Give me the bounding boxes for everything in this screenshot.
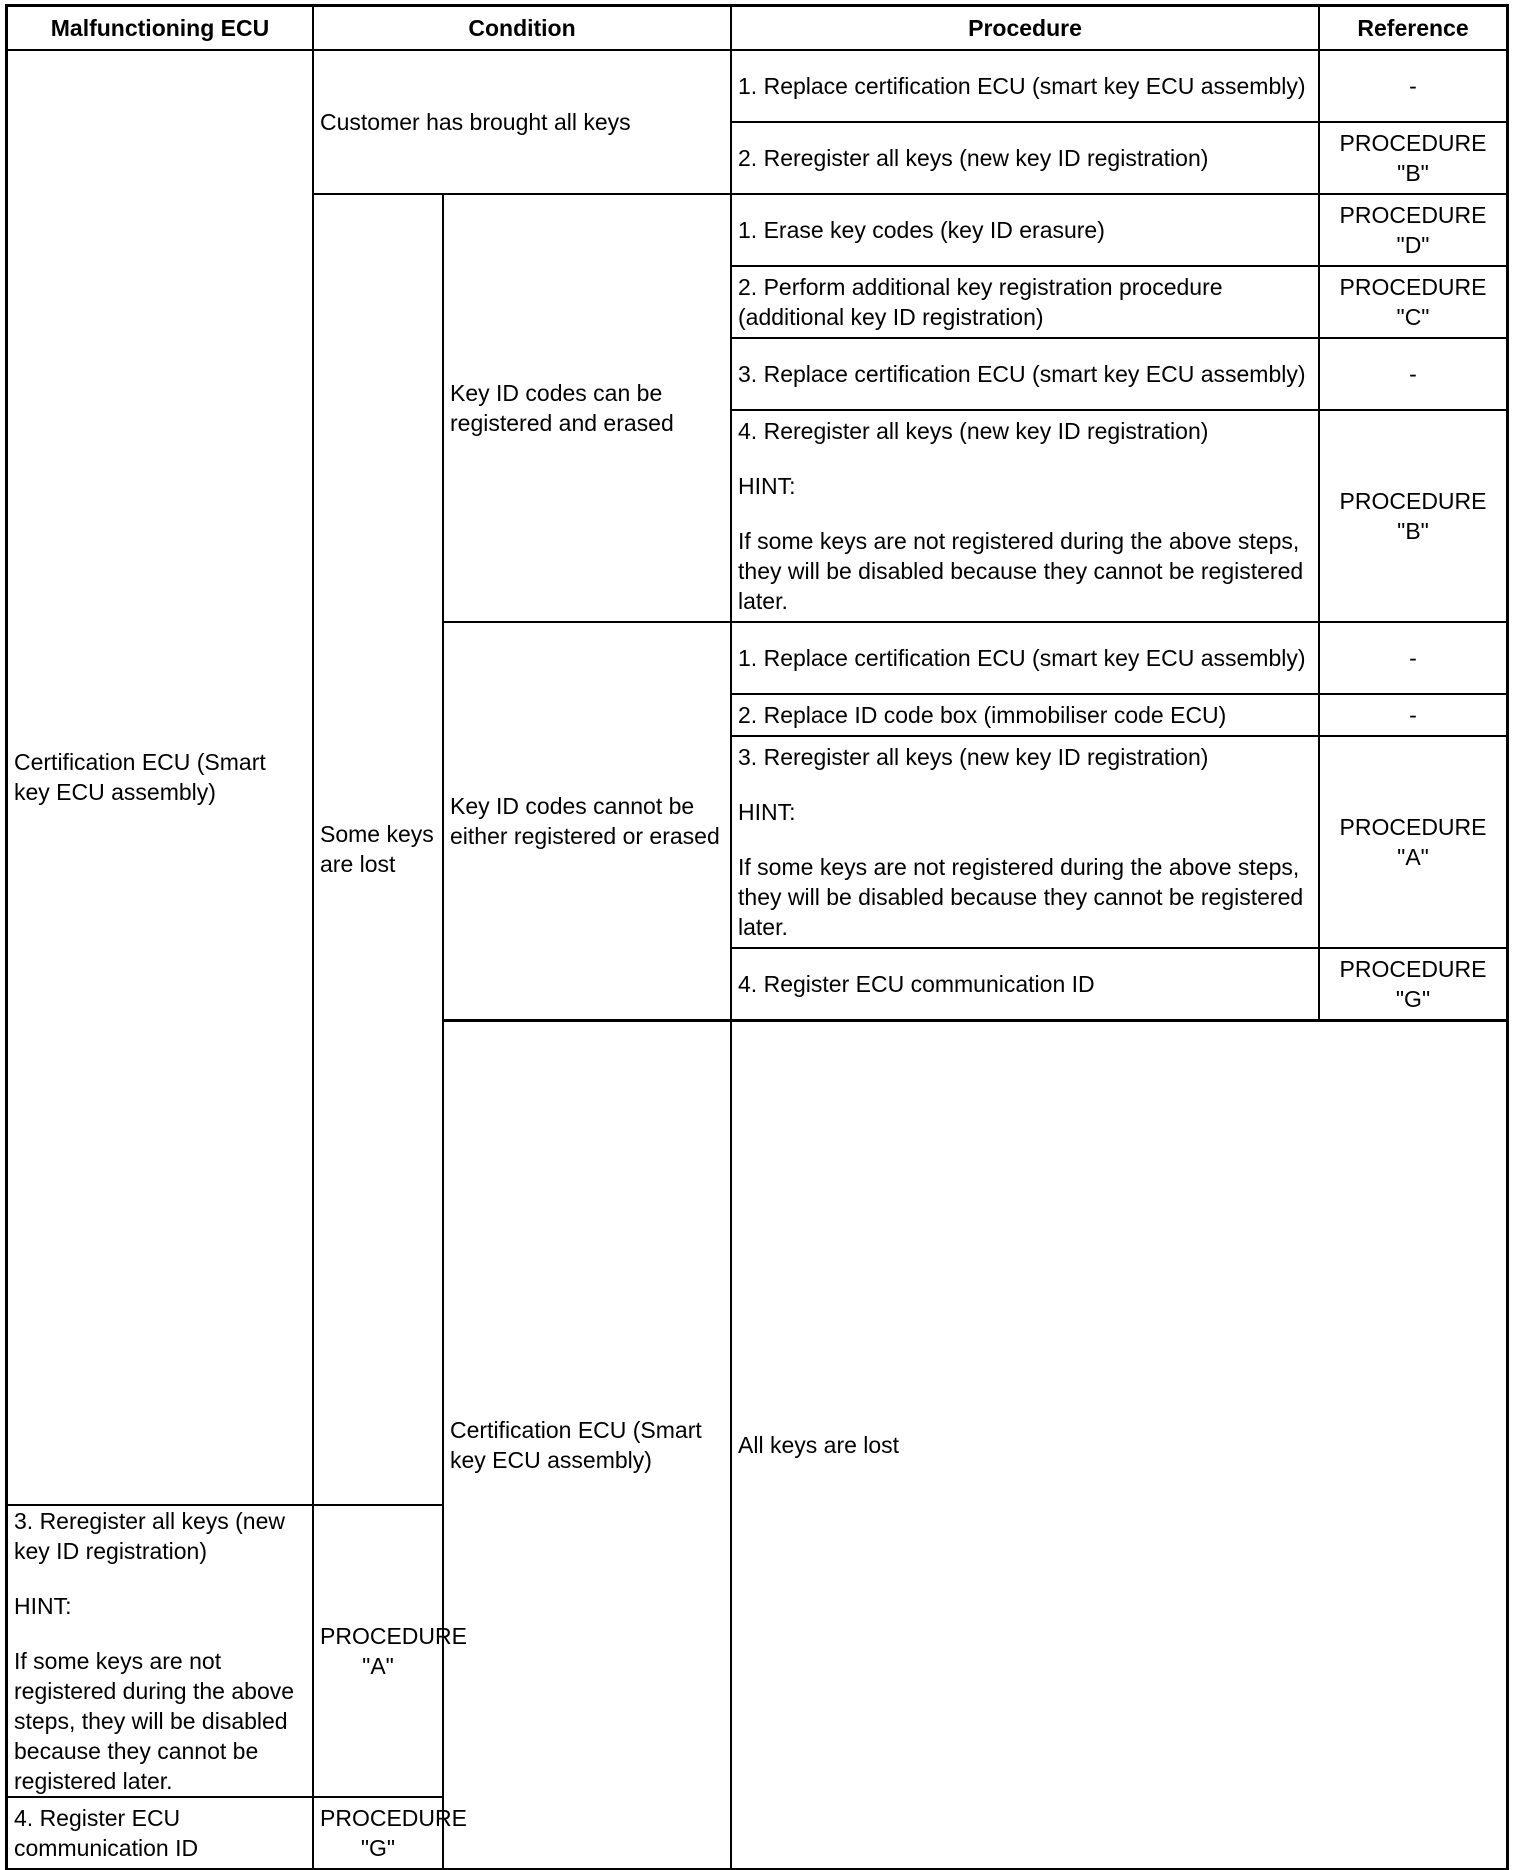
reference-cell: PROCEDURE "A" <box>1319 736 1507 948</box>
procedure-step: 1. Replace certification ECU (smart key ECU assembly) <box>731 50 1319 122</box>
procedure-step: 4. Register ECU communication ID <box>7 1797 313 1869</box>
reference-cell: PROCEDURE "B" <box>1319 410 1507 622</box>
procedure-step: 2. Replace ID code box (immobiliser code ECU) <box>731 694 1319 736</box>
procedure-step: 2. Reregister all keys (new key ID registration) <box>731 122 1319 194</box>
procedure-step-with-hint <box>731 736 1319 948</box>
reference-cell: PROCEDURE "C" <box>1319 266 1507 338</box>
subcondition-cell: Key ID codes cannot be either registered or erased <box>443 622 731 1020</box>
procedure-step-text: 4. Reregister all keys (new key ID registration) <box>738 418 1209 444</box>
ecu-cell: Certification ECU (Smart key ECU assembly) <box>7 50 313 1505</box>
hint-label: HINT: <box>14 1592 72 1619</box>
header-row <box>7 6 1507 50</box>
reference-cell: - <box>1319 622 1507 694</box>
procedure-step-text: 3. Reregister all keys (new key ID registration) <box>14 1507 285 1564</box>
condition-cell: Some keys are lost <box>313 194 443 1505</box>
procedure-step: 2. Perform additional key registration procedure (additional key ID registration) <box>731 266 1319 338</box>
reference-cell: - <box>1319 694 1507 736</box>
subcondition-cell: Key ID codes can be registered and erased <box>443 194 731 622</box>
ecu-cell: Certification ECU (Smart key ECU assembly) <box>443 1020 731 1869</box>
header-reference: Reference <box>1319 6 1507 50</box>
procedure-step-with-hint <box>731 410 1319 622</box>
procedure-step: 1. Erase key codes (key ID erasure) <box>731 194 1319 266</box>
procedure-table <box>6 5 1508 1870</box>
reference-cell: - <box>1319 338 1507 410</box>
reference-cell: PROCEDURE "G" <box>313 1797 443 1869</box>
header-condition: Condition <box>313 6 731 50</box>
hint-label: HINT: <box>738 799 796 825</box>
hint-text: If some keys are not registered during the above steps, they will be disabled because they cannot be registered later. <box>14 1647 295 1794</box>
hint-text: If some keys are not registered during the above steps, they will be disabled because they cannot be registered later. <box>738 528 1304 614</box>
reference-cell: - <box>1319 50 1507 122</box>
header-procedure: Procedure <box>731 6 1319 50</box>
table-row <box>7 50 1507 122</box>
condition-cell: All keys are lost <box>731 1020 1507 1869</box>
procedure-step: 4. Register ECU communication ID <box>731 948 1319 1020</box>
condition-cell: Customer has brought all keys <box>313 50 731 194</box>
procedure-step-text: 3. Reregister all keys (new key ID registration) <box>738 744 1209 770</box>
header-ecu: Malfunctioning ECU <box>7 6 313 50</box>
hint-text: If some keys are not registered during the above steps, they will be disabled because they cannot be registered later. <box>738 854 1304 940</box>
procedure-step-with-hint <box>7 1505 313 1797</box>
reference-cell: PROCEDURE "D" <box>1319 194 1507 266</box>
procedure-step: 1. Replace certification ECU (smart key ECU assembly) <box>731 622 1319 694</box>
procedure-step: 3. Replace certification ECU (smart key ECU assembly) <box>731 338 1319 410</box>
hint-label: HINT: <box>738 473 796 499</box>
reference-cell: PROCEDURE "G" <box>1319 948 1507 1020</box>
reference-cell: PROCEDURE "B" <box>1319 122 1507 194</box>
reference-cell: PROCEDURE "A" <box>313 1505 443 1797</box>
